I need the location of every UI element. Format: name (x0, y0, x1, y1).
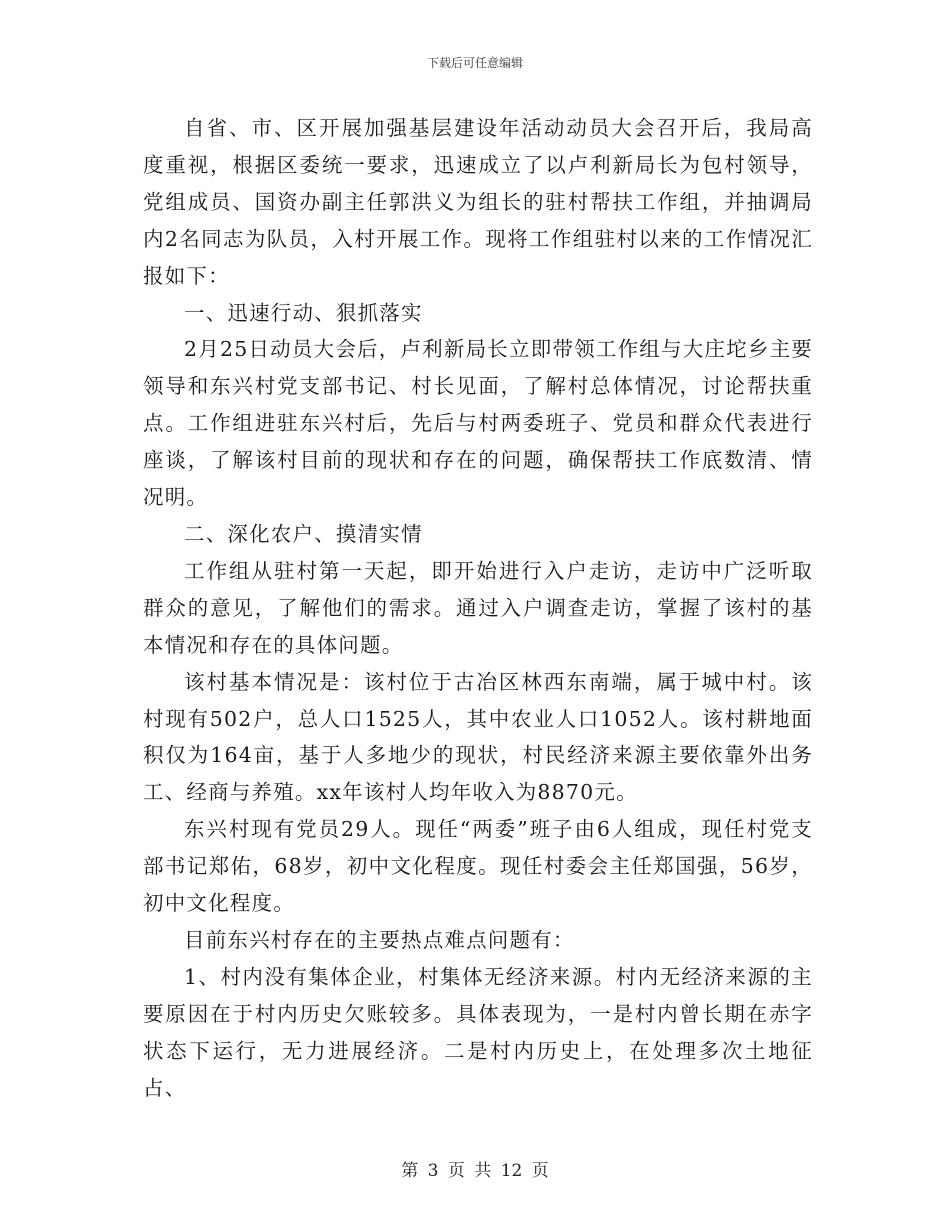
paragraph-visits: 工作组从驻村第一天起，即开始进行入户走访，走访中广泛听取群众的意见，了解他们的需求。通过入户调查走访，掌握了该村的基本情况和存在的具体问题。 (143, 558, 813, 657)
paragraph-intro: 自省、市、区开展加强基层建设年活动动员大会召开后，我局高度重视，根据区委统一要求，迅速成立了以卢利新局长为包村领导，党组成员、国资办副主任郭洪义为组长的驻村帮扶工作组，并抽调局内2名同志为队员，入村开展工作。现将工作组驻村以来的工作情况汇报如下： (143, 116, 813, 288)
paragraph-party-members: 东兴村现有党员29人。现任“两委”班子由6人组成，现任村党支部书记郑佑，68岁，初中文化程度。现任村委会主任郑国强，56岁，初中文化程度。 (143, 817, 813, 916)
paragraph-village-basics: 该村基本情况是：该村位于古冶区林西东南端，属于城中村。该村现有502户，总人口1525人，其中农业人口1052人。该村耕地面积仅为164亩，基于人多地少的现状，村民经济来源主要依靠外出务工、经商与养殖。xx年该村人均年收入为8870元。 (143, 669, 813, 805)
header-note: 下载后可任意编辑 (426, 56, 523, 70)
section-heading-1: 一、迅速行动、狠抓落实 (184, 300, 423, 325)
paragraph-problem-1: 1、村内没有集体企业，村集体无经济来源。村内无经济来源的主要原因在于村内历史欠账较多。具体表现为，一是村内曾长期在赤字状态下运行，无力进展经济。二是村内历史上，在处理多次土地征占、 (143, 964, 813, 1100)
paragraph-problems-intro: 目前东兴村存在的主要热点难点问题有： (184, 927, 575, 952)
document-body (143, 110, 813, 1106)
section-heading-2: 二、深化农户、摸清实情 (184, 521, 423, 546)
paragraph-section-1: 2月25日动员大会后，卢利新局长立即带领工作组与大庄坨乡主要领导和东兴村党支部书记、村长见面，了解村总体情况，讨论帮扶重点。工作组进驻东兴村后，先后与村两委班子、党员和群众代表进行座谈，了解该村目前的现状和存在的问题，确保帮扶工作底数清、情况明。 (143, 337, 813, 510)
page-number: 第 3 页 共 12 页 (401, 1161, 549, 1181)
